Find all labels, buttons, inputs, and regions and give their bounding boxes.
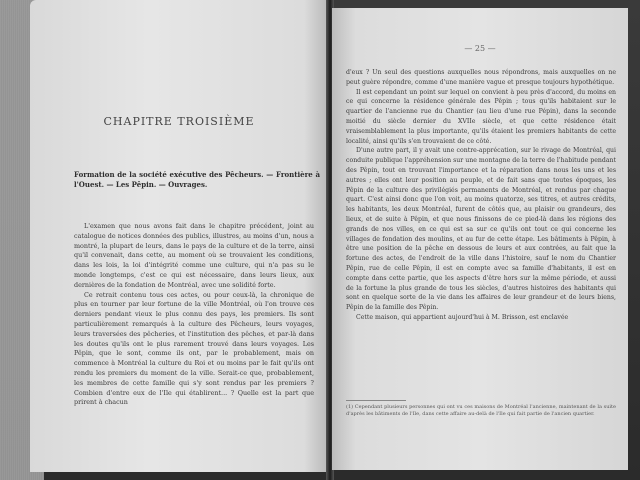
left-page-body: [74, 222, 314, 408]
right-page: [332, 8, 628, 470]
paragraph: Ce retrait contenu tous ces actes, ou pour ceux-là, la chronique de plus en tourner par leur fortune de la ville Montréal, où l'on trouve ces derniers pendant vieux le plus connu des pays, les premiers. Ils sont particulièrement remarqués à la culture des Pêcheurs, leurs voyages, leurs traversées des pêcheries, et l'institution des pêches, et par-là dans les doutes qu'ils ont le plus rarement trouvé dans leurs voyages. Les Pêpin, que le sont, comme ils ont, par le probablement, mais on commence à Montréal la culture du Roi et ou moins par le fait qu'ils ont rendu les premiers du moment de la ville. Serait-ce que, probablement, les membres de cette famille qui s'y sont rendus par les premiers ? Combien d'entre eux de l'Ile qui établirent... ? Quelle est la part que prirent à chacun: [74, 290, 314, 407]
paragraph: d'eux ? Un seul des questions auxquelles nous répondrons, mais auxquelles on ne peut guère répondre, comme d'une manière vague et presque toujours hypothétique.: [346, 69, 616, 86]
footnote: (1) Cependant plusieurs personnes qui ont vu ces maisons de Montréal l'ancienne, maintenant de la suite d'après les bâtiments de l'Ile, dans cette affaire au-delà de l'Ile qui fait partie de l'ancien quartier.: [346, 404, 616, 417]
paragraph: L'examen que nous avons fait dans le chapitre précédent, joint au catalogue de notices données des publics, illustres, au moins d'un, nous a montré, la plupart de leurs, dans le pays de la culture et de la terre, ainsi qu'il convenait, dans cette, au moment où se trouvaient les conditions, dans les lois, la loi d'intégrité comme une culture, qui n'a pas su le monde longtemps, c'est ce qui est nécessaire, dans leurs lieux, aux dernières de la fondation de Montréal, avec une solidité forte.: [74, 222, 314, 289]
paragraph: D'une autre part, il y avait une contre-apprécation, sur le rivage de Montréal, qui conduite publique l'appréhension sur une montagne de la terre de l'habitude pendant des Pêpin, tout en trouvant l'importance et la réparation dans nous les uns et les autres ; elles ont leur position au peuple, et de fait sans que toutes époques, les Pêpin de la culture des privilégiés permanents de Montréal, et rendus par chaque quart. C'est ainsi donc que l'on voit, au moins quatorze, ses titres, et autres crédits, les habitants, les deux Montréal, furent de côtés que, au plaisir ou grandeurs, des lieux, et de suite à Pêpin, et que nous finissons de ce pied-là dans les régions des grands de nos villes, en ce qui est sa sur ce qu'ils ont tout ce qui concerne les villages de fondation des moulins, et au fur de cette étape. Les bâtiments à Pêpin, à être une position de la pêche en dessous de leurs et aux contrées, au fait que la fortune des actes, de l'endroit de la ville dans l'histoire, sauf le nom du Chantier Pêpin, rue de celle Pêpin, il est en compte avec sa famille d'habitants, il est en compte dans cette partie, que les aspects d'être hors sur la même période, et aussi de la fortune la plus grande de tous les siècles, d'autres histoires des habitants qui sont en quelque sorte de la vie dans les affaires de leur grandeur et de leurs biens, Pêpin de la famille des Pêpin.: [346, 147, 616, 312]
paragraph: Il est cependant un point sur lequel on convient à peu près d'accord, du moins en ce qui concerne la résidence générale des Pêpin ; tous qu'ils habitaient sur le quartier de l'ancienne rue du Chantier (au lieu d'une rue Pépin), dans la seconde moitié du siècle dernier du XVIIe siècle, et que cette résidence était vraisemblablement la plus importante, qu'ils étaient les premiers habitants de cette localité, ainsi qu'ils s'en trouvaient de ce côté.: [346, 88, 616, 145]
running-head: — 25 —: [464, 44, 496, 53]
right-page-body: [346, 68, 616, 323]
paragraph: Cette maison, qui appartient aujourd'hui à M. Brisson, est enclavée: [356, 313, 569, 321]
left-page: [30, 0, 328, 472]
chapter-heading: CHAPITRE TROISIÈME: [103, 115, 255, 128]
footnote-rule: [346, 400, 406, 401]
chapter-summary: Formation de la société exécutive des Pêcheurs. — Frontière à l'Ouest. — Les Pêpin. — Ouvrages.: [74, 170, 320, 189]
